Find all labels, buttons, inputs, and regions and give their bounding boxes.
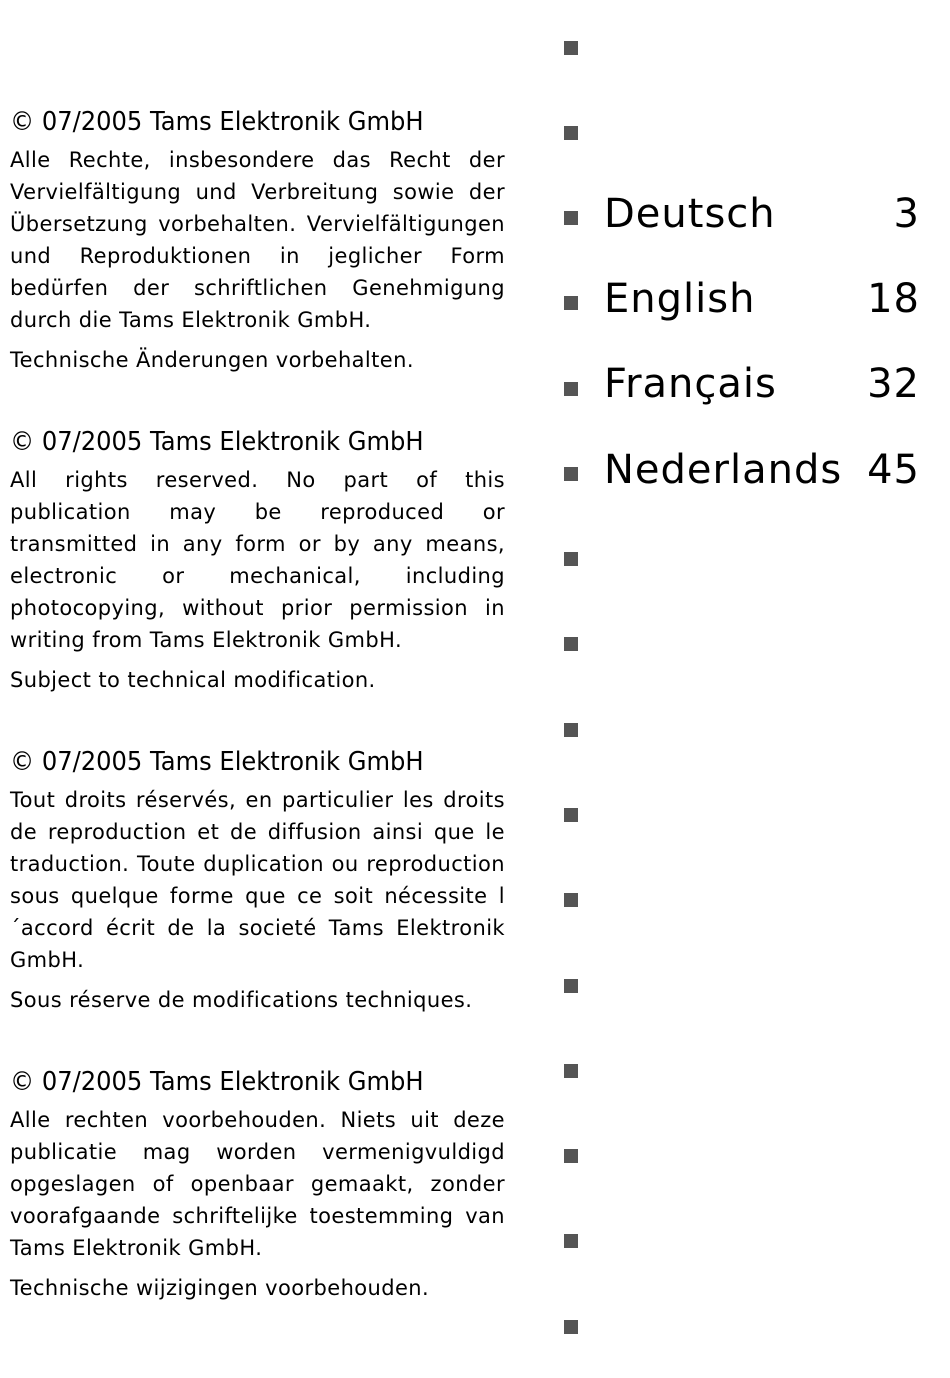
- toc-label: Deutsch: [604, 191, 776, 237]
- copyright-text: Tout droits réservés, en particulier les droits de reproduction et de diffusion ainsi que le traduction. Toute duplication ou reproduction sous quelque forme que ce soit nécessite l´accord écrit de la societé Tams Elektronik GmbH.: [10, 788, 505, 972]
- toc-entry-deutsch[interactable]: [604, 189, 920, 239]
- square-bullet-icon: [564, 1064, 578, 1078]
- square-bullet-icon: [564, 1234, 578, 1248]
- square-bullet-icon: [564, 41, 578, 55]
- copyright-title: © 07/2005 Tams Elektronik GmbH: [10, 427, 424, 457]
- copyright-title: © 07/2005 Tams Elektronik GmbH: [10, 107, 424, 137]
- copyright-block-en: [10, 426, 505, 696]
- toc-page-number: 32: [867, 361, 920, 407]
- toc-page-number: 3: [893, 191, 920, 237]
- square-bullet-icon: [564, 808, 578, 822]
- square-bullet-icon: [564, 893, 578, 907]
- square-bullet-icon: [564, 467, 578, 481]
- square-bullet-icon: [564, 1320, 578, 1334]
- technical-note: Technische wijzigingen voorbehouden.: [10, 1276, 430, 1300]
- square-bullet-icon: [564, 723, 578, 737]
- copyright-title: © 07/2005 Tams Elektronik GmbH: [10, 1067, 424, 1097]
- square-bullet-icon: [564, 211, 578, 225]
- technical-note: Technische Änderungen vorbehalten.: [10, 348, 414, 372]
- toc-label: Français: [604, 361, 777, 407]
- square-bullet-icon: [564, 1149, 578, 1163]
- toc-label: Nederlands: [604, 447, 843, 493]
- copyright-text: Alle rechten voorbehouden. Niets uit deze publicatie mag worden vermenigvuldigd opgeslagen of openbaar gemaakt, zonder voorafgaande schriftelijke toestemming van Tams Elektronik GmbH.: [10, 1108, 505, 1260]
- toc-entry-nederlands[interactable]: [604, 445, 920, 495]
- square-bullet-icon: [564, 126, 578, 140]
- copyright-block-de: [10, 106, 505, 376]
- technical-note: Sous réserve de modifications techniques.: [10, 988, 473, 1012]
- toc-page-number: 18: [867, 276, 920, 322]
- toc-label: English: [604, 276, 756, 322]
- toc-entry-english[interactable]: [604, 274, 920, 324]
- copyright-title: © 07/2005 Tams Elektronik GmbH: [10, 747, 424, 777]
- toc-page-number: 45: [867, 447, 920, 493]
- square-bullet-icon: [564, 296, 578, 310]
- square-bullet-icon: [564, 382, 578, 396]
- copyright-text: Alle Rechte, insbesondere das Recht der Vervielfältigung und Verbreitung sowie der Übersetzung vorbehalten. Vervielfältigungen und Reproduktionen in jeglicher Form bedürfen der schriftlichen Genehmigung durch die Tams Elektronik GmbH.: [10, 148, 505, 332]
- copyright-block-nl: [10, 1066, 505, 1304]
- toc-entry-francais[interactable]: [604, 359, 920, 409]
- copyright-text: All rights reserved. No part of this publication may be reproduced or transmitted in any form or by any means, electronic or mechanical, including photocopying, without prior permission in writing from Tams Elektronik GmbH.: [10, 468, 505, 652]
- square-bullet-icon: [564, 637, 578, 651]
- square-bullet-icon: [564, 979, 578, 993]
- technical-note: Subject to technical modification.: [10, 668, 376, 692]
- square-bullet-icon: [564, 552, 578, 566]
- copyright-block-fr: [10, 746, 505, 1016]
